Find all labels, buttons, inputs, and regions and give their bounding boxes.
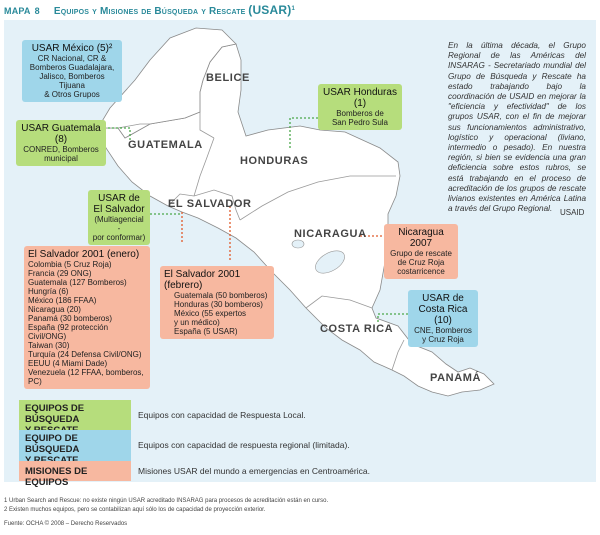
legend-text-missions: Misiones USAR del mundo a emergencias en Centroamérica. [138,466,370,476]
box-line: México (186 FFAA) [28,296,97,305]
box-line: Francia (29 ONG) [28,269,92,278]
map-number: 8 [34,6,40,16]
aside-source: USAID [560,208,585,217]
box-line: Bomberos Guadalajara, [29,63,115,72]
box-title: USAR Guatemala (8) [21,123,101,145]
map-title-acronym: (USAR) [248,3,292,17]
box-line: CR Nacional, CR & [37,54,107,63]
box-title-line: El Salvador [93,204,145,215]
box-line: Taiwan (30) [28,341,70,350]
box-line: Jalisco, Bomberos Tijuana [39,72,105,90]
label-panama: PANAMÁ [430,372,482,384]
box-title: Nicaragua 2007 [398,227,444,249]
footnote-1: 1 Urban Search and Rescue: no existe ningún USAR acreditado INSARAG para procesos de acreditación están en curso. [4,498,329,504]
box-title: USAR Honduras (1) [323,87,397,109]
box-line: Hungría (6) [28,287,69,296]
label-guatemala: GUATEMALA [128,139,203,151]
box-line: Grupo de rescate [390,249,452,258]
box-title-line: Costa Rica (10) [418,304,468,326]
box-line: Turquía (24 Defensa Civil/ONG) [28,350,142,359]
label-el-salvador: EL SALVADOR [168,198,252,210]
legend-key-line: EQUIPO DE BÚSQUEDA [25,433,80,455]
box-line: y un médico) [174,318,220,327]
box-line: España (92 protección Civil/ONG) [28,323,109,341]
box-line: Guatemala (127 Bomberos) [28,278,127,287]
box-line: y Cruz Roja [422,335,464,344]
box-line: de Cruz Roja [397,258,445,267]
box-line: Panamá (30 bomberos) [28,314,113,323]
legend-text-local: Equipos con capacidad de Respuesta Local. [138,410,306,420]
label-belice: BELICE [206,72,250,84]
box-line: CONRED, Bomberos [23,145,99,154]
box-salvador-2001-enero [24,246,150,389]
box-line: España (5 USAR) [174,327,238,336]
aside-paragraph: En la última década, el Grupo Regional de las Américas del INSARAG - Secretariado mundial del Grupo de Búsqueda y Rescate ha estado trabajando bajo la coordinación de USAID en mejorar la "eficiencia y efectividad" de los grupos USAR, con el fin de mejorar sus funcionamientos administrativo, logístico y operacional (liviano, intermedio o pesado). En nuestra región, si bien se evidencia una gran deficiencia sobre estos rubros, se está trabajando en el proceso de acreditación de los grupos de rescate livianos existentes en América Latina a través del Grupo Regional. [448,41,586,214]
box-line: Venezuela (12 FFAA, bomberos, PC) [28,368,144,386]
box-line: Bomberos de [336,109,384,118]
box-usar-honduras [318,84,402,130]
box-usar-el-salvador [88,190,150,245]
legend-key-line: MISIONES DE EQUIPOS [25,466,88,488]
box-line: municipal [44,154,78,163]
box-line: costarricence [397,267,445,276]
map-label: MAPA [4,6,31,16]
box-usar-mexico [22,40,122,102]
legend-text-regional: Equipos con capacidad de respuesta regional (limitada). [138,440,350,450]
box-usar-costa-rica [408,290,478,347]
box-line: Nicaragua (20) [28,305,81,314]
box-line: & Otros Grupos [44,90,100,99]
box-title: El Salvador 2001 (febrero) [164,269,241,291]
box-line: (Multiagencial - [94,215,144,233]
box-line: por conformar) [92,233,146,242]
map-title: Equipos y Misiones de Búsqueda y Rescate [53,6,246,17]
legend-key-line: EQUIPOS DE BÚSQUEDA [25,403,85,425]
map-title-note: 1 [291,6,295,12]
box-salvador-2001-febrero [160,266,274,339]
label-nicaragua: NICARAGUA [294,228,367,240]
box-title-line: USAR de [98,193,140,204]
box-line: San Pedro Sula [331,118,389,127]
box-line: Honduras (30 bomberos) [174,300,263,309]
footnote-2: 2 Existen muchos equipos, pero se contabilizan aquí sólo los de capacidad de proyección exterior. [4,507,266,513]
box-line: México (55 expertos [174,309,247,318]
box-usar-guatemala [16,120,106,166]
box-title: El Salvador 2001 (enero) [28,249,140,260]
label-costa-rica: COSTA RICA [320,323,394,335]
box-line: Guatemala (50 bomberos) [174,291,268,300]
box-title-line: USAR de [422,293,464,304]
box-line: CNE, Bomberos [414,326,472,335]
box-title: USAR México (5)² [31,43,113,54]
label-honduras: HONDURAS [240,155,309,167]
source-credit: Fuente: OCHA © 2008 – Derecho Reservados [4,521,128,527]
box-line: Colombia (5 Cruz Roja) [28,260,112,269]
box-line: EEUU (4 Miami Dade) [28,359,108,368]
legend-key-missions [19,461,131,488]
box-nicaragua-2007 [384,224,458,279]
lake-managua [292,240,304,248]
